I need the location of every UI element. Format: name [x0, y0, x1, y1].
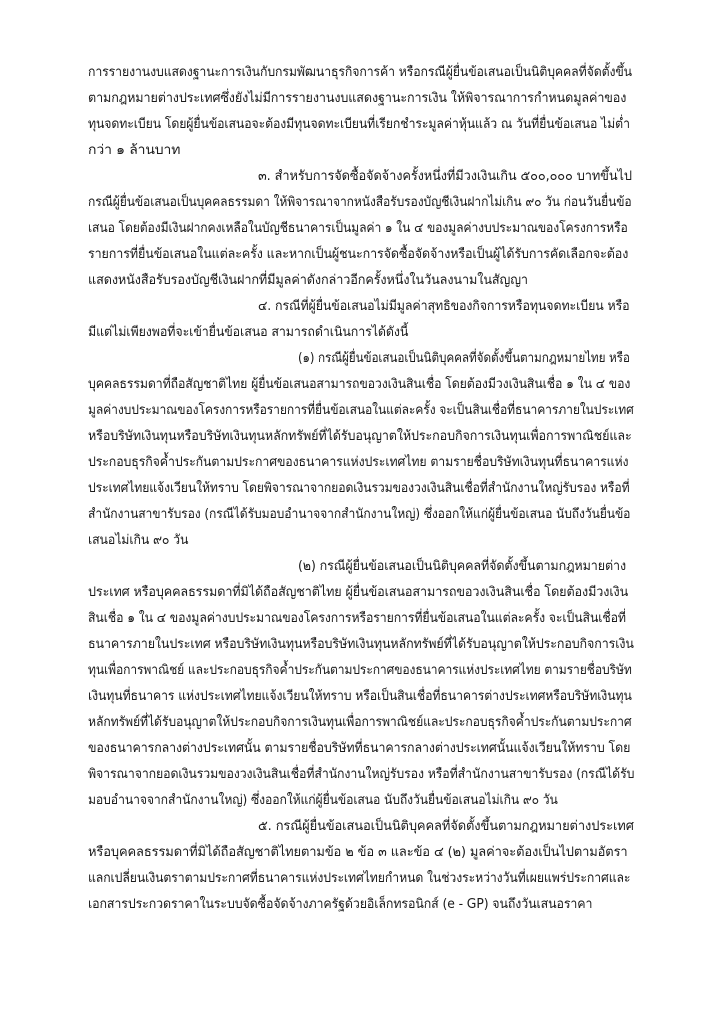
text-line: (๑) กรณีผู้ยื่นข้อเสนอเป็นนิติบุคคลที่จัดตั้งขึ้นตามกฎหมายไทย หรือ: [298, 351, 630, 366]
text-line: ธนาคารภายในประเทศ หรือบริษัทเงินทุนหรือบริษัทเงินทุนหลักทรัพย์ที่ได้รับอนุญาตให้ประกอบกิจการเงิน: [88, 637, 634, 652]
text-line: (๒) กรณีผู้ยื่นข้อเสนอเป็นนิติบุคคลที่จัดตั้งขึ้นตามกฎหมายต่าง: [298, 559, 626, 574]
text-line: ตามกฎหมายต่างประเทศซึ่งยังไม่มีการรายงานงบแสดงฐานะการเงิน ให้พิจารณาการกำหนดมูลค่าของ: [88, 91, 627, 106]
text-line: ทุนเพื่อการพาณิชย์ และประกอบธุรกิจค้ำประกันตามประกาศของธนาคารแห่งประเทศไทย ตามรายชื่อบริษัท: [88, 663, 632, 678]
text-line: สำนักงานสาขารับรอง (กรณีได้รับมอบอำนาจจากสำนักงานใหญ่) ซึ่งออกให้แก่ผู้ยื่นข้อเสนอ นับถึงวันยื่นข้อ: [88, 507, 631, 522]
text-line: มีแต่ไม่เพียงพอที่จะเข้ายื่นข้อเสนอ สามารถดำเนินการได้ดังนี้: [88, 325, 409, 340]
text-line: มอบอำนาจจากสำนักงานใหญ่) ซึ่งออกให้แก่ผู้ยื่นข้อเสนอ นับถึงวันยื่นข้อเสนอไม่เกิน ๙๐ วัน: [88, 793, 558, 808]
text-line: แลกเปลี่ยนเงินตราตามประกาศที่ธนาคารแห่งประเทศไทยกำหนด ในช่วงระหว่างวันที่เผยแพร่ประกาศและ: [88, 871, 631, 886]
text-line: การรายงานงบแสดงฐานะการเงินกับกรมพัฒนาธุรกิจการค้า หรือกรณีผู้ยื่นข้อเสนอเป็นนิติบุคคลที่จัดตั้งขึ้น: [88, 65, 632, 80]
text-line: เสนอ โดยต้องมีเงินฝากคงเหลือในบัญชีธนาคารเป็นมูลค่า ๑ ใน ๔ ของมูลค่างบประมาณของโครงการหรือ: [88, 221, 628, 236]
text-line: ๓. สำหรับการจัดซื้อจัดจ้างครั้งหนึ่งที่มีวงเงินเกิน ๕๐๐,๐๐๐ บาทขึ้นไป: [258, 169, 632, 184]
text-line: ประกอบธุรกิจค้ำประกันตามประกาศของธนาคารแห่งประเทศไทย ตามรายชื่อบริษัทเงินทุนที่ธนาคารแห่ง: [88, 455, 629, 470]
text-line: เอกสารประกวดราคาในระบบจัดซื้อจัดจ้างภาครัฐด้วยอิเล็กทรอนิกส์ (e - GP) จนถึงวันเสนอราคา: [88, 897, 593, 912]
text-line: กว่า ๑ ล้านบาท: [88, 143, 181, 158]
text-line: ประเทศ หรือบุคคลธรรมดาที่มิได้ถือสัญชาติไทย ผู้ยื่นข้อเสนอสามารถขอวงเงินสินเชื่อ โดยต้องมีวงเงิน: [88, 585, 629, 600]
text-line: หรือบริษัทเงินทุนหรือบริษัทเงินทุนหลักทรัพย์ที่ได้รับอนุญาตให้ประกอบกิจการเงินทุนเพื่อการพาณิชย์และ: [88, 429, 632, 444]
text-line: สินเชื่อ ๑ ใน ๔ ของมูลค่างบประมาณของโครงการหรือรายการที่ยื่นข้อเสนอในแต่ละครั้ง จะเป็นสินเชื่อที่: [88, 611, 626, 626]
text-line: หลักทรัพย์ที่ได้รับอนุญาตให้ประกอบกิจการเงินทุนเพื่อการพาณิชย์และประกอบธุรกิจค้ำประกันตามประกาศ: [88, 715, 632, 730]
text-line: ของธนาคารกลางต่างประเทศนั้น ตามรายชื่อบริษัทที่ธนาคารกลางต่างประเทศนั้นแจ้งเวียนให้ทราบ โดย: [88, 741, 631, 756]
text-line: เสนอไม่เกิน ๙๐ วัน: [88, 533, 189, 548]
text-line: ๔. กรณีที่ผู้ยื่นข้อเสนอไม่มีมูลค่าสุทธิของกิจการหรือทุนจดทะเบียน หรือ: [258, 299, 630, 314]
text-line: พิจารณาจากยอดเงินรวมของวงเงินสินเชื่อที่สำนักงานใหญ่รับรอง หรือที่สำนักงานสาขารับรอง (กรณีได้รับ: [88, 767, 635, 782]
text-line: หรือบุคคลธรรมดาที่มิได้ถือสัญชาติไทยตามข้อ ๒ ข้อ ๓ และข้อ ๔ (๒) มูลค่าจะต้องเป็นไปตามอัตรา: [88, 845, 628, 860]
text-line: มูลค่างบประมาณของโครงการหรือรายการที่ยื่นข้อเสนอในแต่ละครั้ง จะเป็นสินเชื่อที่ธนาคารภายในประเทศ: [88, 403, 634, 418]
text-line: บุคคลธรรมดาที่ถือสัญชาติไทย ผู้ยื่นข้อเสนอสามารถขอวงเงินสินเชื่อ โดยต้องมีวงเงินสินเชื่อ ๑ ใน ๔ ของ: [88, 377, 631, 392]
text-line: กรณีผู้ยื่นข้อเสนอเป็นบุคคลธรรมดา ให้พิจารณาจากหนังสือรับรองบัญชีเงินฝากไม่เกิน ๙๐ วัน ก่อนวันยื่นข้อ: [88, 195, 632, 210]
text-line: ทุนจดทะเบียน โดยผู้ยื่นข้อเสนอจะต้องมีทุนจดทะเบียนที่เรียกชำระมูลค่าหุ้นแล้ว ณ วันที่ยื่นข้อเสนอ ไม่ต่ำ: [88, 117, 630, 132]
text-line: รายการที่ยื่นข้อเสนอในแต่ละครั้ง และหากเป็นผู้ชนะการจัดซื้อจัดจ้างหรือเป็นผู้ได้รับการคัดเลือกจะต้อง: [88, 247, 629, 262]
text-line: ๕. กรณีผู้ยื่นข้อเสนอเป็นนิติบุคคลที่จัดตั้งขึ้นตามกฎหมายต่างประเทศ: [258, 819, 634, 834]
text-line: ประเทศไทยแจ้งเวียนให้ทราบ โดยพิจารณาจากยอดเงินรวมของวงเงินสินเชื่อที่สำนักงานใหญ่รับรอง หรือที่: [88, 481, 630, 496]
text-line: แสดงหนังสือรับรองบัญชีเงินฝากที่มีมูลค่าดังกล่าวอีกครั้งหนึ่งในวันลงนามในสัญญา: [88, 273, 528, 288]
text-line: เงินทุนที่ธนาคาร แห่งประเทศไทยแจ้งเวียนให้ทราบ หรือเป็นสินเชื่อที่ธนาคารต่างประเทศหรือบริษัทเงินทุน: [88, 689, 632, 704]
